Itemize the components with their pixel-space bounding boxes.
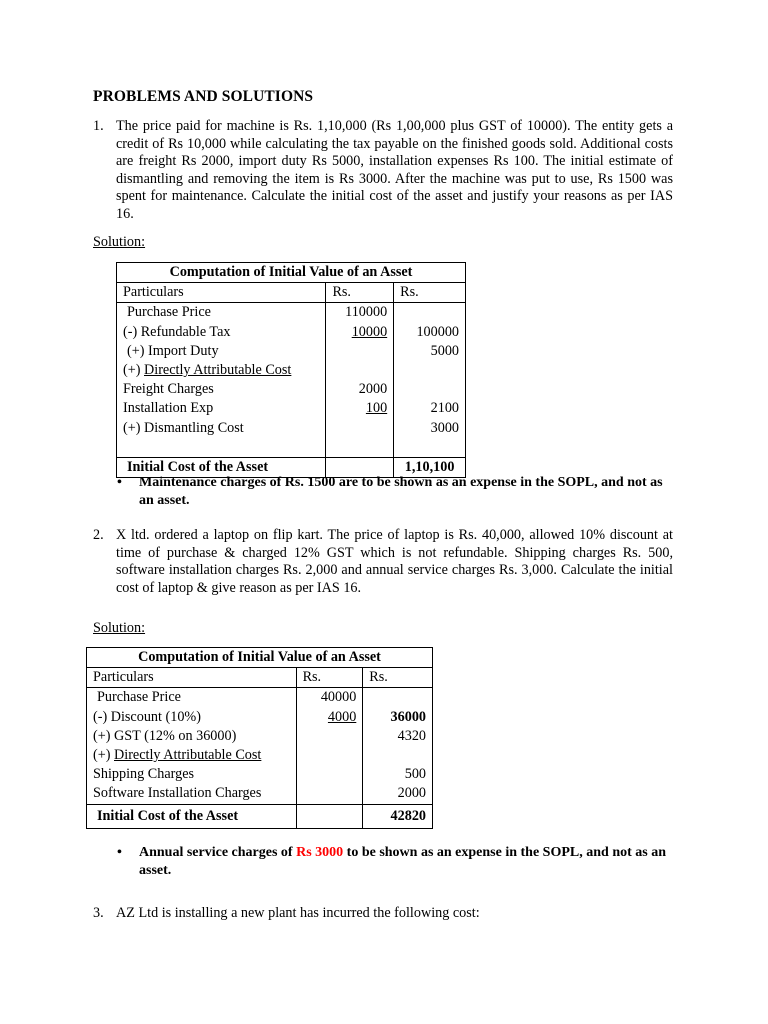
row-total: 36000 (363, 708, 433, 727)
problem-text: X ltd. ordered a laptop on flip kart. The price of laptop is Rs. 40,000, allowed 10% discount at time of purchase & charged 12% GST which is not refundable. Shipping charges Rs. 500, software installation charges Rs. 2,000 and annual service charges Rs. 3,000. Calculate the initial cost of laptop & give reason as per IAS 16. (116, 527, 673, 596)
row-value: 100 (365, 400, 388, 417)
bullet-text (139, 844, 677, 879)
row-value: 110000 (326, 303, 394, 323)
table-title: Computation of Initial Value of an Asset (117, 263, 466, 283)
row-prefix: (+) (93, 747, 114, 764)
row-total (394, 380, 466, 399)
row-label: (+) Import Duty (117, 342, 326, 361)
row-total (394, 303, 466, 323)
table-row (117, 380, 466, 399)
row-label: Software Installation Charges (87, 784, 297, 804)
row-value (296, 727, 363, 746)
row-label: Purchase Price (117, 303, 326, 323)
header-particulars: Particulars (117, 283, 326, 303)
row-value: 10000 (351, 323, 388, 340)
bullet-note-2 (117, 844, 677, 879)
header-rs-1: Rs. (326, 283, 394, 303)
problem-2 (93, 527, 673, 597)
table-row (87, 688, 433, 708)
bullet-symbol: • (117, 845, 122, 860)
problem-1 (93, 118, 673, 223)
table-row (117, 361, 466, 380)
table-row (117, 303, 466, 323)
row-total: 3000 (394, 419, 466, 438)
bullet-text: Maintenance charges of Rs. 1500 are to be shown as an expense in the SOPL, and not as an asset. (139, 475, 663, 508)
row-total: 5000 (394, 342, 466, 361)
bullet-text-after: to be shown as an expense in the SOPL, and not as an asset. (139, 845, 667, 878)
row-total: 2100 (394, 399, 466, 418)
table-row (87, 727, 433, 746)
header-rs-1: Rs. (296, 668, 363, 688)
row-label: Freight Charges (117, 380, 326, 399)
row-total: 4320 (363, 727, 433, 746)
row-value (296, 765, 363, 784)
table-title-row (117, 263, 466, 283)
solution-label-1: Solution: (93, 234, 146, 250)
total-label: Initial Cost of the Asset (117, 458, 326, 478)
row-total (363, 746, 433, 765)
problem-text: AZ Ltd is installing a new plant has incurred the following cost: (116, 905, 480, 921)
row-label: (-) Discount (10%) (87, 708, 297, 727)
row-prefix: (+) (123, 362, 144, 379)
problem-text: The price paid for machine is Rs. 1,10,000 (Rs 1,00,000 plus GST of 10000). The entity gets a credit of Rs 10,000 while calculating the tax payable on the finished goods sold. Additional costs are freight Rs 2000, import duty Rs 5000, installation expenses Rs 100. The initial estimate of dismantling and removing the item is Rs 3000. After the machine was put to use, Rs 1500 was spent for maintenance. Calculate the initial cost of the asset and justify your reasons as per IAS 16. (116, 118, 673, 222)
table-row (117, 342, 466, 361)
row-total (394, 361, 466, 380)
row-label: Shipping Charges (87, 765, 297, 784)
row-label: (-) Refundable Tax (117, 323, 326, 342)
table-row (87, 746, 433, 765)
row-value: 40000 (296, 688, 363, 708)
header-particulars: Particulars (87, 668, 297, 688)
row-total: 500 (363, 765, 433, 784)
row-total (363, 688, 433, 708)
row-label: (+) Dismantling Cost (117, 419, 326, 438)
row-label: (+) GST (12% on 36000) (87, 727, 297, 746)
table-row (87, 765, 433, 784)
directly-attributable-label: Directly Attributable Cost (114, 747, 262, 764)
computation-table-2 (86, 647, 433, 829)
directly-attributable-label: Directly Attributable Cost (144, 362, 292, 379)
table-header-row (117, 283, 466, 303)
table-row (87, 708, 433, 727)
row-label: Purchase Price (87, 688, 297, 708)
row-value: 4000 (327, 708, 357, 725)
total-value: 1,10,100 (394, 458, 466, 478)
header-rs-2: Rs. (363, 668, 433, 688)
row-value (326, 419, 394, 438)
table-total-row (87, 804, 433, 828)
row-label (87, 746, 297, 765)
highlight-amount: Rs 3000 (296, 845, 344, 860)
table-title-row (87, 648, 433, 668)
bullet-note-1 (117, 474, 677, 509)
computation-table-1 (116, 262, 466, 478)
row-value (326, 361, 394, 380)
row-total: 100000 (394, 323, 466, 342)
problem-3 (93, 905, 673, 923)
row-total: 2000 (363, 784, 433, 804)
row-label: Installation Exp (117, 399, 326, 418)
solution-label-2: Solution: (93, 620, 146, 636)
table-title: Computation of Initial Value of an Asset (87, 648, 433, 668)
problem-number: 1. (93, 118, 104, 134)
row-value (296, 746, 363, 765)
table-spacer-row (117, 438, 466, 458)
table-row (87, 784, 433, 804)
row-value (296, 784, 363, 804)
row-value: 2000 (326, 380, 394, 399)
table-row (117, 323, 466, 342)
table-row (117, 399, 466, 418)
problem-number: 2. (93, 527, 104, 543)
total-label: Initial Cost of the Asset (87, 804, 297, 828)
header-rs-2: Rs. (394, 283, 466, 303)
bullet-text-before: Annual service charges of (139, 845, 297, 860)
bullet-symbol: • (117, 475, 122, 490)
table-row (117, 419, 466, 438)
problem-number: 3. (93, 905, 104, 921)
table-header-row (87, 668, 433, 688)
total-value: 42820 (363, 804, 433, 828)
row-label (117, 361, 326, 380)
page-heading: PROBLEMS AND SOLUTIONS (93, 88, 314, 105)
row-value (326, 342, 394, 361)
